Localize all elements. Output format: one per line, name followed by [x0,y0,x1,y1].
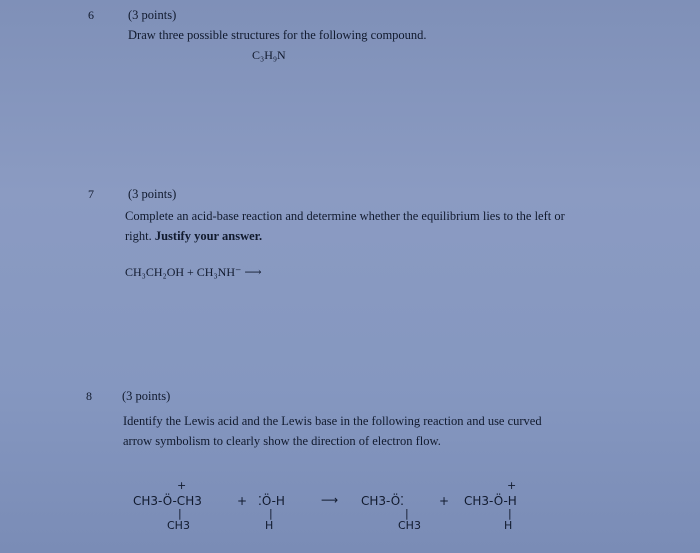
question-8-number: 8 [86,389,92,403]
question-7-line2-text: right. [125,229,155,243]
question-8-points: (3 points) [122,389,171,403]
question-8-line2: arrow symbolism to clearly show the direction of electron flow. [123,434,441,448]
reactant1-charge: + [177,479,187,492]
question-6-prompt: Draw three possible structures for the following compound. [128,28,427,42]
product1-formula: CH3-Ö⁚ [361,494,404,508]
question-8-line1: Identify the Lewis acid and the Lewis base in the following reaction and use curved [123,414,542,428]
plus-sign-1: + [237,494,248,508]
question-6-number: 6 [88,8,94,22]
question-7-line1: Complete an acid-base reaction and determine whether the equilibrium lies to the left or [125,209,565,223]
question-7-line2-bold: Justify your answer. [154,229,263,243]
reactant1-substituent: CH3 [167,519,190,532]
product2-bond: | [508,507,512,520]
reactant1-formula: CH3-Ö-CH3 [133,494,202,508]
product2-charge: + [507,479,517,492]
question-7-equation: CH₃CH₂OH + CH₃NH⁻ ⟶ [125,265,262,279]
reactant2-formula: ⁚Ö-H [258,494,285,508]
question-7-line2 [125,229,262,244]
product2-formula: CH3-Ö-H [464,494,517,508]
reactant1-bond: | [178,507,182,520]
product2-substituent: H [504,519,513,532]
question-6-points: (3 points) [128,8,177,22]
question-7-number: 7 [88,187,94,201]
reactant2-bond: | [269,507,273,520]
reactant2-substituent: H [265,519,274,532]
plus-sign-2: + [439,494,450,508]
question-6-formula: C₃H₉N [252,48,286,62]
product1-bond: | [405,507,409,520]
product1-substituent: CH3 [398,519,421,532]
reaction-arrow: ⟶ [321,493,339,507]
question-7-points: (3 points) [128,187,177,201]
